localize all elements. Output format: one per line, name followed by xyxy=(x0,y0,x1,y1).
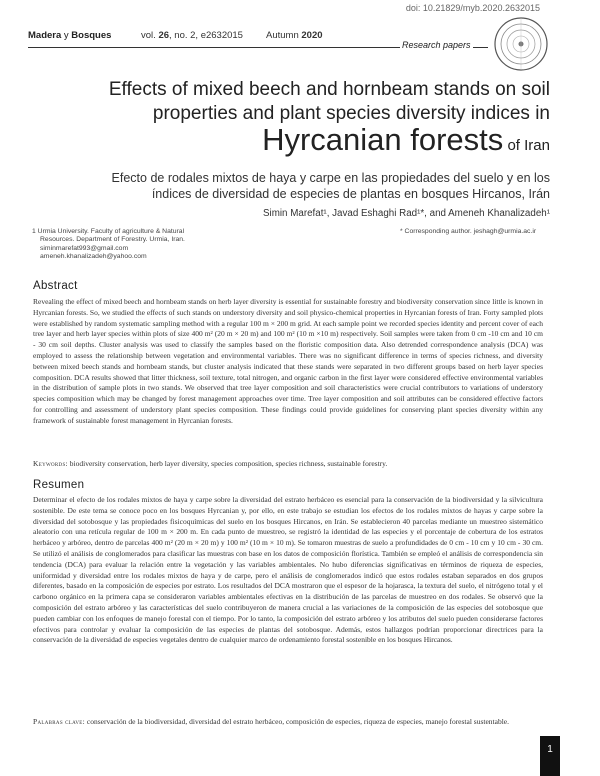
article-title-en xyxy=(30,78,550,158)
abstract-heading: Abstract xyxy=(33,280,78,292)
keywords-es xyxy=(33,717,543,728)
keywords-en-label: Keywords: xyxy=(33,459,68,468)
title-es-line-1: Efecto de rodales mixtos de haya y carpe en las propiedades del suelo y en los xyxy=(111,171,550,185)
season-label: Autumn xyxy=(266,30,302,41)
keywords-en-text: biodiversity conservation, herb layer diversity, species composition, species richness, sustainable forestry. xyxy=(67,459,388,468)
page-number-box xyxy=(540,736,560,776)
season-year: 2020 xyxy=(301,30,323,41)
page-number: 1 xyxy=(547,744,553,755)
author-list: Simin Marefat¹, Javad Eshaghi Rad¹*, and Ameneh Khanalizadeh¹ xyxy=(263,208,550,219)
title-es-line-2: índices de diversidad de especies de plantas en bosques Hircanos, Irán xyxy=(151,187,550,201)
journal-logo-icon xyxy=(492,15,550,73)
abstract-text: Revealing the effect of mixed beech and hornbeam stands on herb layer diversity is essential for sustainable forestry and biodiversity conservation since little is known in Hyrcanian forests. So, we studied the effects of such stands on understory diversity and soil physico-chemical properties in Hyrcanian forests of Iran. Forty sampled plots were established by random systematic sampling method with a regular 100 m × 200 m grid. At each sample point we recorded species identity and percent cover of each tree layer and herb layer species within plots of size 400 m² (20 m × 20 m) and 100 m² (10 m ×10 m) respectively. Soil samples were taken from 0 cm -10 cm and 10 cm - 30 cm soil depths. Cluster analysis was used to classify the samples based on the floristic composition data. Also detrended correspondence analysis (DCA) was employed to assess the relationship between vegetation and environmental variables. There was no significant difference in terms of species richness, and diversity between mixed beech stands and hornbeam stands, but cluster analysis indicated that these stands were separated in two different groups based on herb layer species composition. DCA results showed that litter thickness, soil texture, total nitrogen, and organic carbon in the first layer were considered effective environmental variables in the distribution of sample plots in two stands. We observed that tree layer composition and soil characteristics were crucial contributors to variations of understory species composition which may be changed by forest management approaches over time. Tree layer composition and soil attributes can be considered effective factors for controlling and assessment of understory plant species composition. These findings could provide guidelines for conserving plant species diversity within any framework of sustainable forest management in Hyrcanian forests. xyxy=(33,297,543,425)
corresponding-author: * Corresponding author. jeshagh@urmia.ac.ir xyxy=(400,228,537,235)
affiliation-line-2: Resources. Department of Forestry. Urmia, Iran. xyxy=(40,236,185,244)
journal-name-bosques: Bosques xyxy=(71,30,112,41)
affiliation-email-1[interactable]: siminmarefat993@gmail.com xyxy=(40,244,129,252)
volume-info xyxy=(141,30,243,41)
title-en-line-2: properties and plant species diversity indices in xyxy=(152,103,550,124)
resumen-heading: Resumen xyxy=(33,479,85,491)
keywords-en xyxy=(33,459,543,470)
resumen-text: Determinar el efecto de los rodales mixtos de haya y carpe sobre la diversidad del estrato herbáceo es esencial para la conservación de la biodiversidad y la silvicultura sostenible. De este tema se conoce poco en los bosques Hyrcanian y, por ello, en este trabajo se estudian los efectos de los rodales mixtos de hayas y carpe sobre la diversidad del sotobosque y las propiedades fisicoquímicas del suelo en los bosques Hircanos, en Irán. Se establecieron 40 parcelas mediante un muestreo sistemático aleatorio con una retícula regular de 100 m × 200 m. En cada punto de muestreo, se registró la identidad de las especies y el porcentaje de cobertura de los estratos herbáceo y arbóreo, dentro de parcelas 400 m² (20 m × 20 m) y 100 m² (10 m × 10 m). Se tomaron muestras de suelo a profundidades de 0 cm - 10 cm y 10 cm - 30 cm. Se utilizó el análisis de conglomerados para clasificar las muestras con base en los datos de composición florística. También se empleó el análisis de correspondencia sin tendencia (DCA) para evaluar la relación entre la vegetación y las variables ambientales. No hubo diferencias significativas en términos de riqueza de especies, uniformidad y diversidad entre los rodales mixtos de haya y de carpe, pero el análisis de conglomerados indicó que estos rodales estaban separados en dos grupos diferentes, basado en la composición de especies por estrato. Los resultados del DCA mostraron que el espesor de la hojarasca, la textura del suelo, el nitrógeno total y el carbono orgánico en la primera capa se consideraron variables ambientales efectivas en la distribución de las parcelas de muestreo en dos rodales. Se observó que la composición del estrato arbóreo y las características del suelo contribuyeron de manera crucial a las variaciones de la composición de las especies del sotobosque que pueden cambiar con los enfoques de manejo forestal con el tiempo. Por lo tanto, la composición del estrato arbóreo y los atributos del suelo pueden considerarse factores efectivos para controlar y evaluar la composición de las especies de plantas del sotobosque. Además, estos hallazgos podrían proporcionar directrices para la conservación de la diversidad de especies vegetales dentro de cualquier marco de ordenamiento forestal sostenible en los bosques Hircanos. xyxy=(33,495,543,645)
journal-name-madera: Madera xyxy=(28,30,62,41)
keywords-es-label: Palabras clave: xyxy=(33,717,85,726)
volume-prefix: vol. xyxy=(141,30,159,41)
title-en-suffix: of Iran xyxy=(503,137,550,154)
article-title-es xyxy=(30,170,550,202)
volume-rest: , no. 2, e2632015 xyxy=(169,30,243,41)
affiliation-email-2[interactable]: ameneh.khanalizadeh@yahoo.com xyxy=(40,252,147,260)
affiliation xyxy=(32,228,252,261)
section-label: Research papers xyxy=(402,40,471,50)
issue-season xyxy=(266,30,323,41)
doi-text[interactable]: doi: 10.21829/myb.2020.2632015 xyxy=(405,3,540,13)
keywords-es-text: conservación de la biodiversidad, diversidad del estrato herbáceo, composición de especies, riqueza de especies, manejo forestal sustentable. xyxy=(85,717,510,726)
title-en-emphasis: Hyrcanian forests xyxy=(262,122,504,157)
title-en-line-1: Effects of mixed beech and hornbeam stands on soil xyxy=(108,79,550,100)
journal-name xyxy=(28,30,111,41)
journal-name-sep: y xyxy=(61,30,72,41)
volume-number: 26 xyxy=(158,30,170,41)
affiliation-line-1: 1 Urmia University. Faculty of agriculture & Natural xyxy=(32,228,185,235)
